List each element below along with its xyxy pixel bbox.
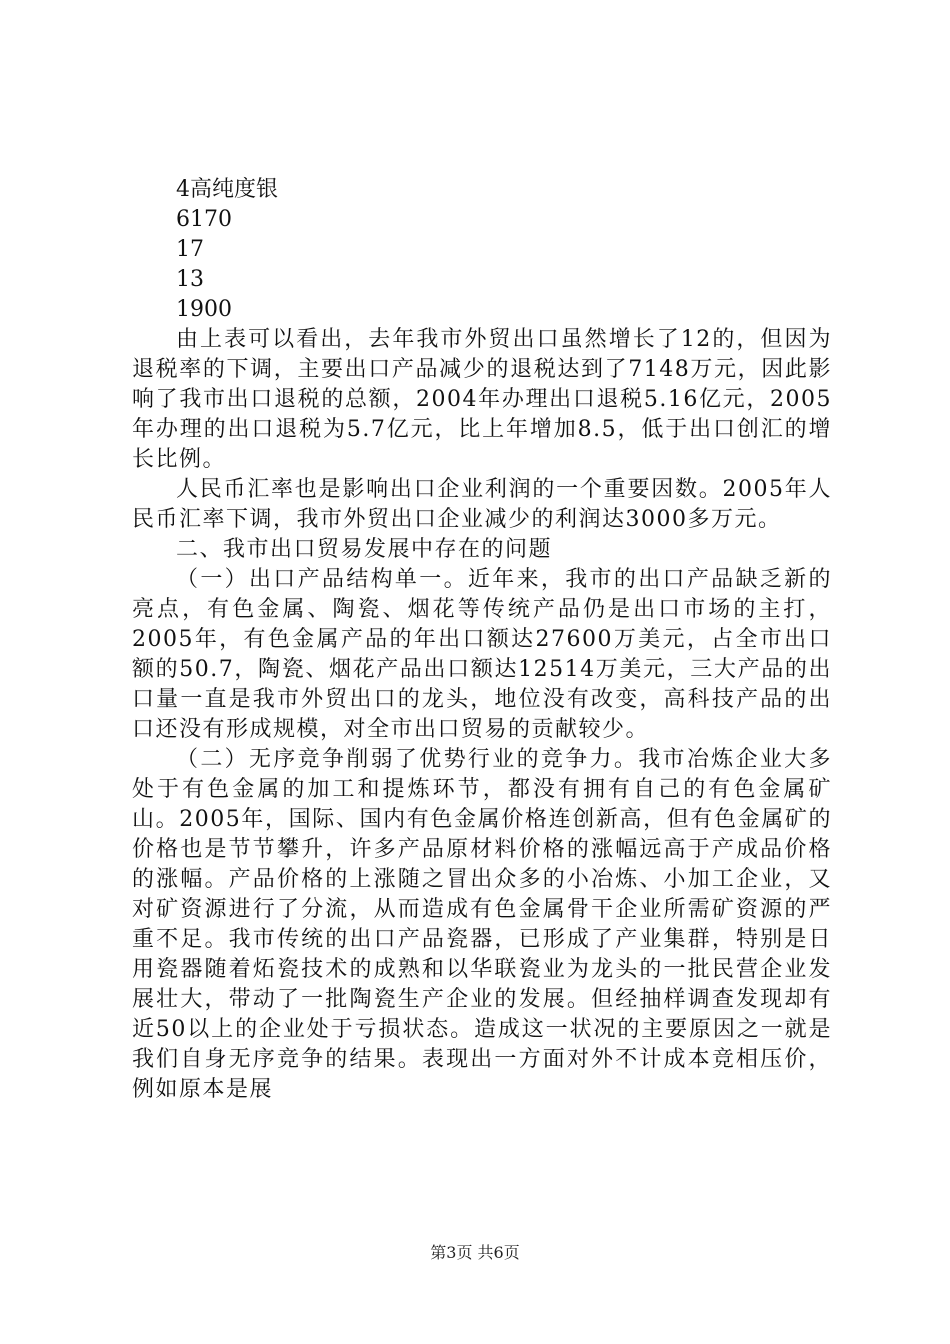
table-value: 1900	[176, 297, 232, 322]
page-footer: 第3页 共6页	[430, 1243, 520, 1262]
table-row-label: 4高纯度银	[176, 177, 278, 202]
body-paragraph: 人民币汇率也是影响出口企业利润的一个重要因数。2005年人民币汇率下调，我市外贸出口企业减少的利润达3000多万元。	[132, 477, 832, 532]
table-value: 13	[176, 267, 204, 292]
section-heading: 二、我市出口贸易发展中存在的问题	[176, 537, 553, 562]
body-paragraph: （一）出口产品结构单一。近年来，我市的出口产品缺乏新的亮点，有色金属、陶瓷、烟花等传统产品仍是出口市场的主打，2005年，有色金属产品的年出口额达27600万美元，占全市出口额的50.7，陶瓷、烟花产品出口额达12514万美元，三大产品的出口量一直是我市外贸出口的龙头，地位没有改变，高科技产品的出口还没有形成规模，对全市出口贸易的贡献较少。	[132, 567, 832, 742]
body-paragraph: 由上表可以看出，去年我市外贸出口虽然增长了12的，但因为退税率的下调，主要出口产品减少的退税达到了7148万元，因此影响了我市出口退税的总额，2004年办理出口退税5.16亿元，2005年办理的出口退税为5.7亿元，比上年增加8.5，低于出口创汇的增长比例。	[132, 327, 832, 472]
page-content	[132, 175, 832, 1105]
table-value: 17	[176, 237, 204, 262]
body-paragraph: （二）无序竞争削弱了优势行业的竞争力。我市冶炼企业大多处于有色金属的加工和提炼环节，都没有拥有自己的有色金属矿山。2005年，国际、国内有色金属价格连创新高，但有色金属矿的价格也是节节攀升，许多产品原材料价格的涨幅远高于产成品价格的涨幅。产品价格的上涨随之冒出众多的小冶炼、小加工企业，又对矿资源进行了分流，从而造成有色金属骨干企业所需矿资源的严重不足。我市传统的出口产品瓷器，已形成了产业集群，特别是日用瓷器随着炻瓷技术的成熟和以华联瓷业为龙头的一批民营企业发展壮大，带动了一批陶瓷生产企业的发展。但经抽样调查发现却有近50以上的企业处于亏损状态。造成这一状况的主要原因之一就是我们自身无序竞争的结果。表现出一方面对外不计成本竞相压价，例如原本是展	[132, 747, 832, 1102]
table-value: 6170	[176, 207, 232, 232]
